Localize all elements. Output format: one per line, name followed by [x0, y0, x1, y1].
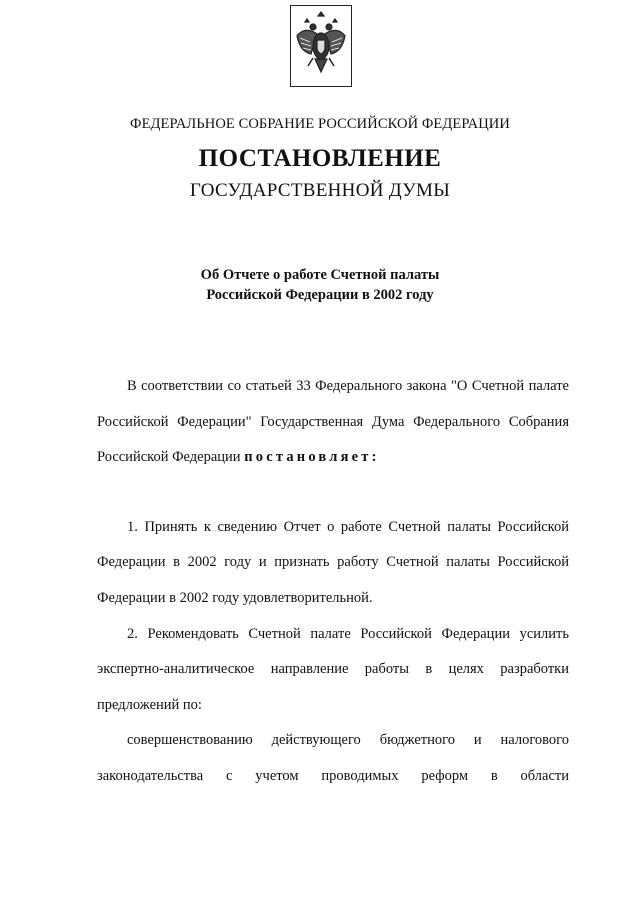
item-2-paragraph: 2. Рекомендовать Счетной палате Российской Федерации усилить экспертно-аналитическое направление работы в целях разработки предложений по:: [97, 625, 569, 713]
document-type-title: ПОСТАНОВЛЕНИЕ: [198, 145, 442, 172]
issuer-subtitle: ГОСУДАРСТВЕННОЙ ДУМЫ: [189, 180, 451, 201]
paragraph-spacer: [97, 476, 569, 510]
coat-of-arms-emblem: [290, 5, 352, 87]
double-headed-eagle-icon: [291, 6, 351, 86]
resolves-word: постановляет:: [244, 449, 380, 466]
organization-heading: ФЕДЕРАЛЬНОЕ СОБРАНИЕ РОССИЙСКОЙ ФЕДЕРАЦИИ: [130, 116, 510, 132]
item-2-subparagraph: совершенствованию действующего бюджетного и налогового законодательства с учетом проводимых реформ в области: [97, 732, 569, 784]
subject-line-1: Об Отчете о работе Счетной палаты: [200, 267, 440, 283]
document-body: [97, 369, 569, 795]
subject-line-2: Российской Федерации в 2002 году: [206, 287, 434, 303]
document-subject: [0, 265, 640, 305]
preamble-text: В соответствии со статьей 33 Федерального закона "О Счетной палате Российской Федерации" Государственная Дума Федерального Собрания Российской Федерации: [97, 378, 569, 466]
item-1-paragraph: 1. Принять к сведению Отчет о работе Счетной палаты Российской Федерации в 2002 году и признать работу Счетной палаты Российской Федерации в 2002 году удовлетворительной.: [97, 518, 569, 606]
preamble-paragraph: [97, 369, 569, 476]
